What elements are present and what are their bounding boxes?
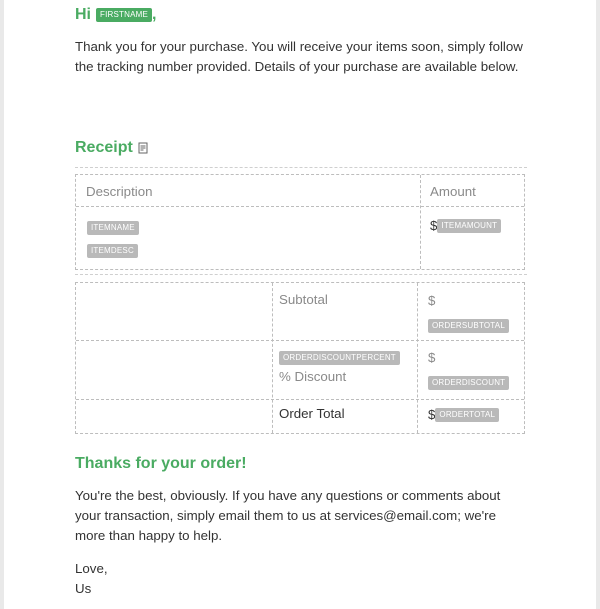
row-divider bbox=[76, 340, 524, 341]
item-currency: $ bbox=[430, 218, 438, 233]
signoff-line-1: Love, bbox=[75, 561, 108, 576]
greeting-comma: , bbox=[152, 6, 157, 23]
divider bbox=[75, 167, 527, 168]
discount-label: % Discount bbox=[279, 369, 347, 384]
column-divider bbox=[272, 283, 273, 433]
divider bbox=[75, 274, 527, 275]
subtotal-value bbox=[428, 317, 509, 335]
discount-value bbox=[428, 374, 509, 392]
subtotal-currency: $ bbox=[428, 293, 436, 308]
signoff-line-2: Us bbox=[75, 581, 92, 596]
order-total-currency: $ bbox=[428, 407, 436, 422]
column-divider bbox=[420, 175, 421, 269]
greeting bbox=[75, 6, 156, 24]
row-divider bbox=[76, 399, 524, 400]
orderdiscountpercent-merge-tag: ORDERDISCOUNTPERCENT bbox=[279, 351, 400, 365]
item-name bbox=[87, 219, 139, 237]
item-description bbox=[87, 242, 138, 260]
signoff bbox=[75, 559, 108, 599]
firstname-merge-tag: FIRSTNAME bbox=[96, 8, 152, 22]
discount-percent bbox=[279, 349, 400, 367]
discount-currency: $ bbox=[428, 350, 436, 365]
itemdesc-merge-tag: ITEMDESC bbox=[87, 244, 138, 258]
receipt-heading bbox=[75, 139, 149, 157]
order-total-value bbox=[428, 407, 499, 422]
ordersubtotal-merge-tag: ORDERSUBTOTAL bbox=[428, 319, 509, 333]
items-table bbox=[75, 174, 525, 270]
orderdiscount-merge-tag: ORDERDISCOUNT bbox=[428, 376, 509, 390]
email-sheet bbox=[4, 0, 596, 609]
item-amount bbox=[430, 218, 501, 233]
header-divider bbox=[76, 206, 524, 207]
column-divider bbox=[417, 283, 418, 433]
itemname-merge-tag: ITEMNAME bbox=[87, 221, 139, 235]
description-header: Description bbox=[86, 184, 153, 199]
subtotal-label: Subtotal bbox=[279, 292, 328, 307]
totals-table bbox=[75, 282, 525, 434]
thanks-heading: Thanks for your order! bbox=[75, 455, 247, 472]
outro-paragraph: You're the best, obviously. If you have any questions or comments about your transaction, simply email them to us at services@email.com; we're more than happy to help. bbox=[75, 488, 501, 543]
intro-paragraph: Thank you for your purchase. You will receive your items soon, simply follow the tracking number provided. Details of your purchase are available below. bbox=[75, 39, 523, 74]
receipt-title: Receipt bbox=[75, 139, 133, 156]
ordertotal-merge-tag: ORDERTOTAL bbox=[435, 408, 499, 422]
amount-header: Amount bbox=[430, 184, 476, 199]
greeting-hi: Hi bbox=[75, 6, 91, 23]
itemamount-merge-tag: ITEMAMOUNT bbox=[437, 219, 501, 233]
order-total-label: Order Total bbox=[279, 406, 345, 421]
receipt-icon bbox=[137, 142, 149, 154]
